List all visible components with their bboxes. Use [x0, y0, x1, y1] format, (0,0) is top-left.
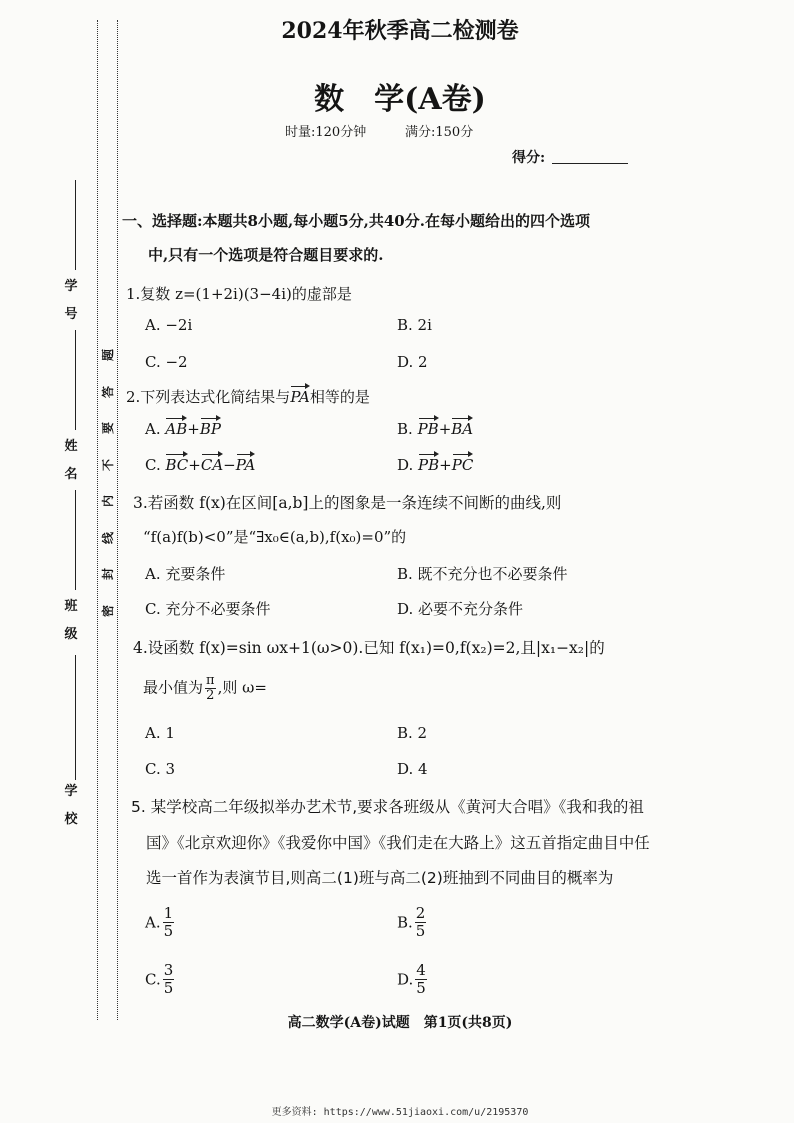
q2-option-letter: D.: [397, 456, 419, 474]
q1-option-c: C. −2: [145, 353, 188, 371]
binding-dotted-line-inner: [117, 20, 118, 1020]
name-blank: [75, 330, 76, 430]
section1-heading-line2: 中,只有一个选项是符合题目要求的.: [148, 246, 384, 264]
q3-line2: “f(a)f(b)<0”是“∃x₀∈(a,b),f(x₀)=0”的: [143, 528, 407, 546]
q3-line1: 3.若函数 f(x)在区间[a,b]上的图象是一条连续不间断的曲线,则: [133, 494, 562, 512]
q2-operator: +: [439, 456, 452, 474]
q4-line2-prefix: 最小值为: [143, 678, 204, 697]
q5-option-fraction: [163, 962, 175, 997]
q4-option-a: A. 1: [145, 724, 175, 742]
q5-option-fraction: [415, 962, 427, 997]
q2-option: [397, 420, 473, 438]
q4-min-value-fraction: [205, 674, 216, 703]
q3-option-d: D. 必要不充分条件: [397, 600, 524, 618]
got-score-label: 得分:: [512, 150, 546, 166]
binding-warning-char: 不: [101, 458, 115, 471]
q2-operator: −: [223, 456, 236, 474]
subject-title: 数 学(A卷): [314, 82, 486, 117]
q2-option: [145, 456, 255, 474]
q4-line1: 4.设函数 f(x)=sin ωx+1(ω>0).已知 f(x₁)=0,f(x₂)=2,且|x₁−x₂|的: [133, 639, 605, 657]
q2-option-letter: A.: [145, 420, 166, 438]
q1-option-a: A. −2i: [145, 316, 193, 334]
q5-option: [397, 905, 428, 940]
q2-stem-vector: PA: [290, 388, 310, 406]
binding-field-label: 学 号: [64, 279, 78, 322]
q4-frac-numerator: π: [206, 673, 215, 688]
binding-warning-char: 题: [101, 349, 115, 362]
q2-vector: PC: [451, 456, 474, 474]
q2-option-letter: C.: [145, 456, 166, 474]
q5-line1: 5. 某学校高二年级拟举办艺术节,要求各班级从《黄河大合唱》《我和我的祖: [131, 798, 644, 816]
binding-field-label: 班 级: [64, 599, 78, 642]
q2-vector: PA: [235, 456, 256, 474]
q2-operator: +: [187, 420, 200, 438]
q5-option-letter: C.: [145, 970, 161, 989]
time-label: 时量:120分钟: [285, 125, 367, 140]
q1-option-d: D. 2: [397, 353, 428, 371]
q5-option-letter: B.: [397, 913, 413, 932]
source-line: 更多资料: https://www.51jiaoxi.com/u/2195370: [271, 1107, 529, 1118]
binding-warning-char: 线: [101, 531, 115, 544]
q2-option-letter: B.: [397, 420, 418, 438]
q2-vector: BC: [165, 456, 189, 474]
binding-warning-char: 答: [101, 385, 115, 398]
q5-fraction-denominator: 5: [415, 922, 426, 940]
q4-frac-denominator: 2: [206, 688, 215, 703]
q2-vector: BA: [451, 420, 474, 438]
q5-option: [145, 962, 176, 997]
q1-stem: 1.复数 z=(1+2i)(3−4i)的虚部是: [126, 285, 352, 303]
binding-field-label: 学 校: [64, 784, 78, 827]
q5-option-letter: A.: [145, 913, 161, 932]
q4-option-d: D. 4: [397, 760, 428, 778]
q4-line2: [143, 674, 267, 703]
binding-warning-char: 封: [101, 568, 115, 581]
q1-option-b: B. 2i: [397, 316, 432, 334]
q2-stem-suffix: 相等的是: [309, 388, 370, 406]
binding-warning-char: 要: [101, 422, 115, 435]
q5-fraction-numerator: 2: [415, 904, 426, 922]
school-blank: [75, 655, 76, 780]
q4-line2-suffix: ,则 ω=: [217, 678, 267, 697]
q2-vector: PB: [418, 456, 440, 474]
binding-warning-char: 密: [101, 604, 115, 617]
binding-warning-char: 内: [101, 495, 115, 508]
student-id-blank: [75, 180, 76, 270]
page-footer: 高二数学(A卷)试题 第1页(共8页): [287, 1015, 513, 1031]
q2-operator: +: [188, 456, 201, 474]
q5-fraction-numerator: 3: [163, 961, 174, 979]
binding-dotted-line-outer: [97, 20, 98, 1020]
q5-option: [397, 962, 429, 997]
q3-option-b: B. 既不充分也不必要条件: [397, 565, 568, 583]
q2-vector: AB: [165, 420, 188, 438]
q2-option: [145, 420, 221, 438]
q2-vector: PB: [417, 420, 439, 438]
q5-line3: 选一首作为表演节目,则高二(1)班与高二(2)班抽到不同曲目的概率为: [146, 869, 614, 887]
q2-stem: [126, 386, 370, 407]
q5-fraction-denominator: 5: [163, 979, 174, 997]
q2-vector: CA: [200, 456, 224, 474]
q5-fraction-numerator: 1: [163, 904, 174, 922]
q2-vector: BP: [199, 420, 221, 438]
q4-option-c: C. 3: [145, 760, 176, 778]
score-blank[interactable]: [552, 163, 628, 164]
binding-field-label: 姓 名: [64, 439, 78, 482]
q2-option: [397, 456, 473, 474]
q2-operator: +: [438, 420, 452, 438]
q3-option-a: A. 充要条件: [145, 565, 226, 583]
q5-option-fraction: [415, 905, 427, 940]
q5-option-letter: D.: [397, 970, 414, 989]
class-blank: [75, 490, 76, 590]
q5-fraction-denominator: 5: [416, 979, 426, 997]
q5-line2: 国》《北京欢迎你》《我爱你中国》《我们走在大路上》这五首指定曲目中任: [146, 834, 650, 852]
q5-option: [145, 905, 176, 940]
q2-stem-prefix: 2.下列表达式化简结果与: [126, 388, 291, 406]
q3-option-c: C. 充分不必要条件: [145, 600, 271, 618]
q5-option-fraction: [163, 905, 175, 940]
exam-title: 2024年秋季高二检测卷: [281, 18, 519, 44]
q5-fraction-denominator: 5: [163, 922, 174, 940]
q4-option-b: B. 2: [397, 724, 428, 742]
full-score-label: 满分:150分: [405, 125, 474, 140]
q5-fraction-numerator: 4: [416, 961, 426, 979]
section1-heading-line1: 一、选择题:本题共8小题,每小题5分,共40分.在每小题给出的四个选项: [122, 212, 590, 230]
